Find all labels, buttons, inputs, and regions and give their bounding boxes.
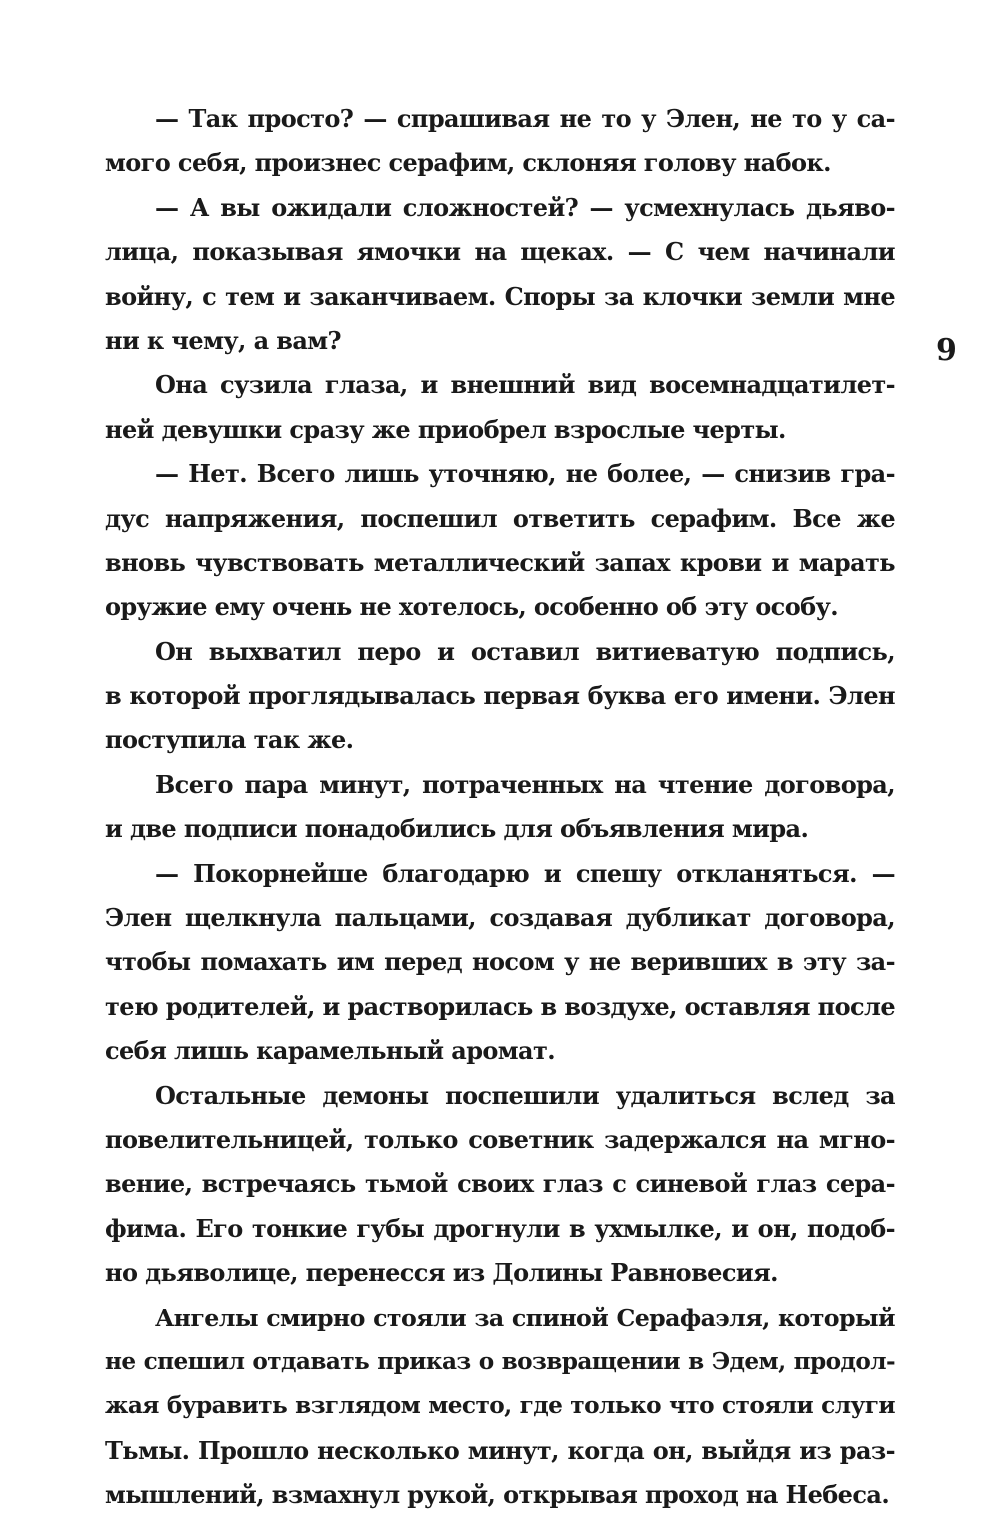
text-line: чтобы помахать им перед носом у не веривших в эту за-: [105, 947, 895, 977]
text-line: мого себя, произнес серафим, склоняя голову набок.: [105, 148, 831, 178]
text-line: оружие ему очень не хотелось, особенно об эту особу.: [105, 592, 839, 622]
text-line: вение, встречаясь тьмой своих глаз с синевой глаз сера-: [105, 1169, 895, 1199]
text-line: лица, показывая ямочки на щеках. — С чем начинали: [105, 237, 895, 267]
text-line: ней девушки сразу же приобрел взрослые черты.: [105, 414, 786, 444]
text-line: себя лишь карамельный аромат.: [105, 1036, 556, 1066]
text-line: Остальные демоны поспешили удалиться вслед за: [155, 1080, 895, 1110]
text-line: — Так просто? — спрашивая не то у Элен, не то у са-: [155, 104, 895, 133]
text-line: Элен щелкнула пальцами, создавая дубликат договора,: [105, 903, 895, 933]
text-line: тею родителей, и растворилась в воздухе, оставляя после: [105, 991, 896, 1021]
text-line: войну, с тем и заканчиваем. Споры за клочки земли мне: [105, 281, 895, 311]
text-line: вновь чувствовать металлический запах крови и марать: [105, 547, 895, 577]
text-line: Всего пара минут, потраченных на чтение договора,: [155, 769, 895, 799]
text-line: дус напряжения, поспешил ответить серафим. Все же: [105, 503, 895, 533]
text-line: — Покорнейше благодарю и спешу откланяться. —: [155, 858, 895, 888]
text-line: фима. Его тонкие губы дрогнули в ухмылке, и он, подоб-: [105, 1213, 895, 1243]
text-line: мышлений, взмахнул рукой, открывая проход на Небеса.: [105, 1480, 890, 1510]
body-text: [105, 97, 895, 1518]
text-line: повелительницей, только советник задержался на мгно-: [105, 1124, 895, 1154]
text-line: в которой проглядывалась первая буква его имени. Элен: [105, 681, 895, 711]
page-number: 9: [936, 333, 957, 368]
text-line: — Нет. Всего лишь уточняю, не более, — снизив гра-: [155, 459, 895, 489]
text-line: Тьмы. Прошло несколько минут, когда он, выйдя из раз-: [105, 1435, 895, 1465]
text-line: ни к чему, а вам?: [105, 325, 342, 355]
text-line: Ангелы смирно стояли за спиной Серафаэля, который: [155, 1303, 895, 1332]
text-line: но дьяволице, перенесся из Долины Равновесия.: [105, 1258, 778, 1288]
text-line: не спешил отдавать приказ о возвращении в Эдем, продол-: [105, 1347, 895, 1375]
text-line: — А вы ожидали сложностей? — усмехнулась дьяво-: [155, 192, 895, 222]
text-line: жая буравить взглядом место, где только что стояли слуги: [105, 1392, 895, 1420]
text-line: поступила так же.: [105, 725, 354, 755]
text-line: Она сузила глаза, и внешний вид восемнадцатилет-: [155, 370, 895, 400]
text-line: и две подписи понадобились для объявления мира.: [105, 814, 809, 844]
text-line: Он выхватил перо и оставил витиеватую подпись,: [155, 636, 895, 666]
